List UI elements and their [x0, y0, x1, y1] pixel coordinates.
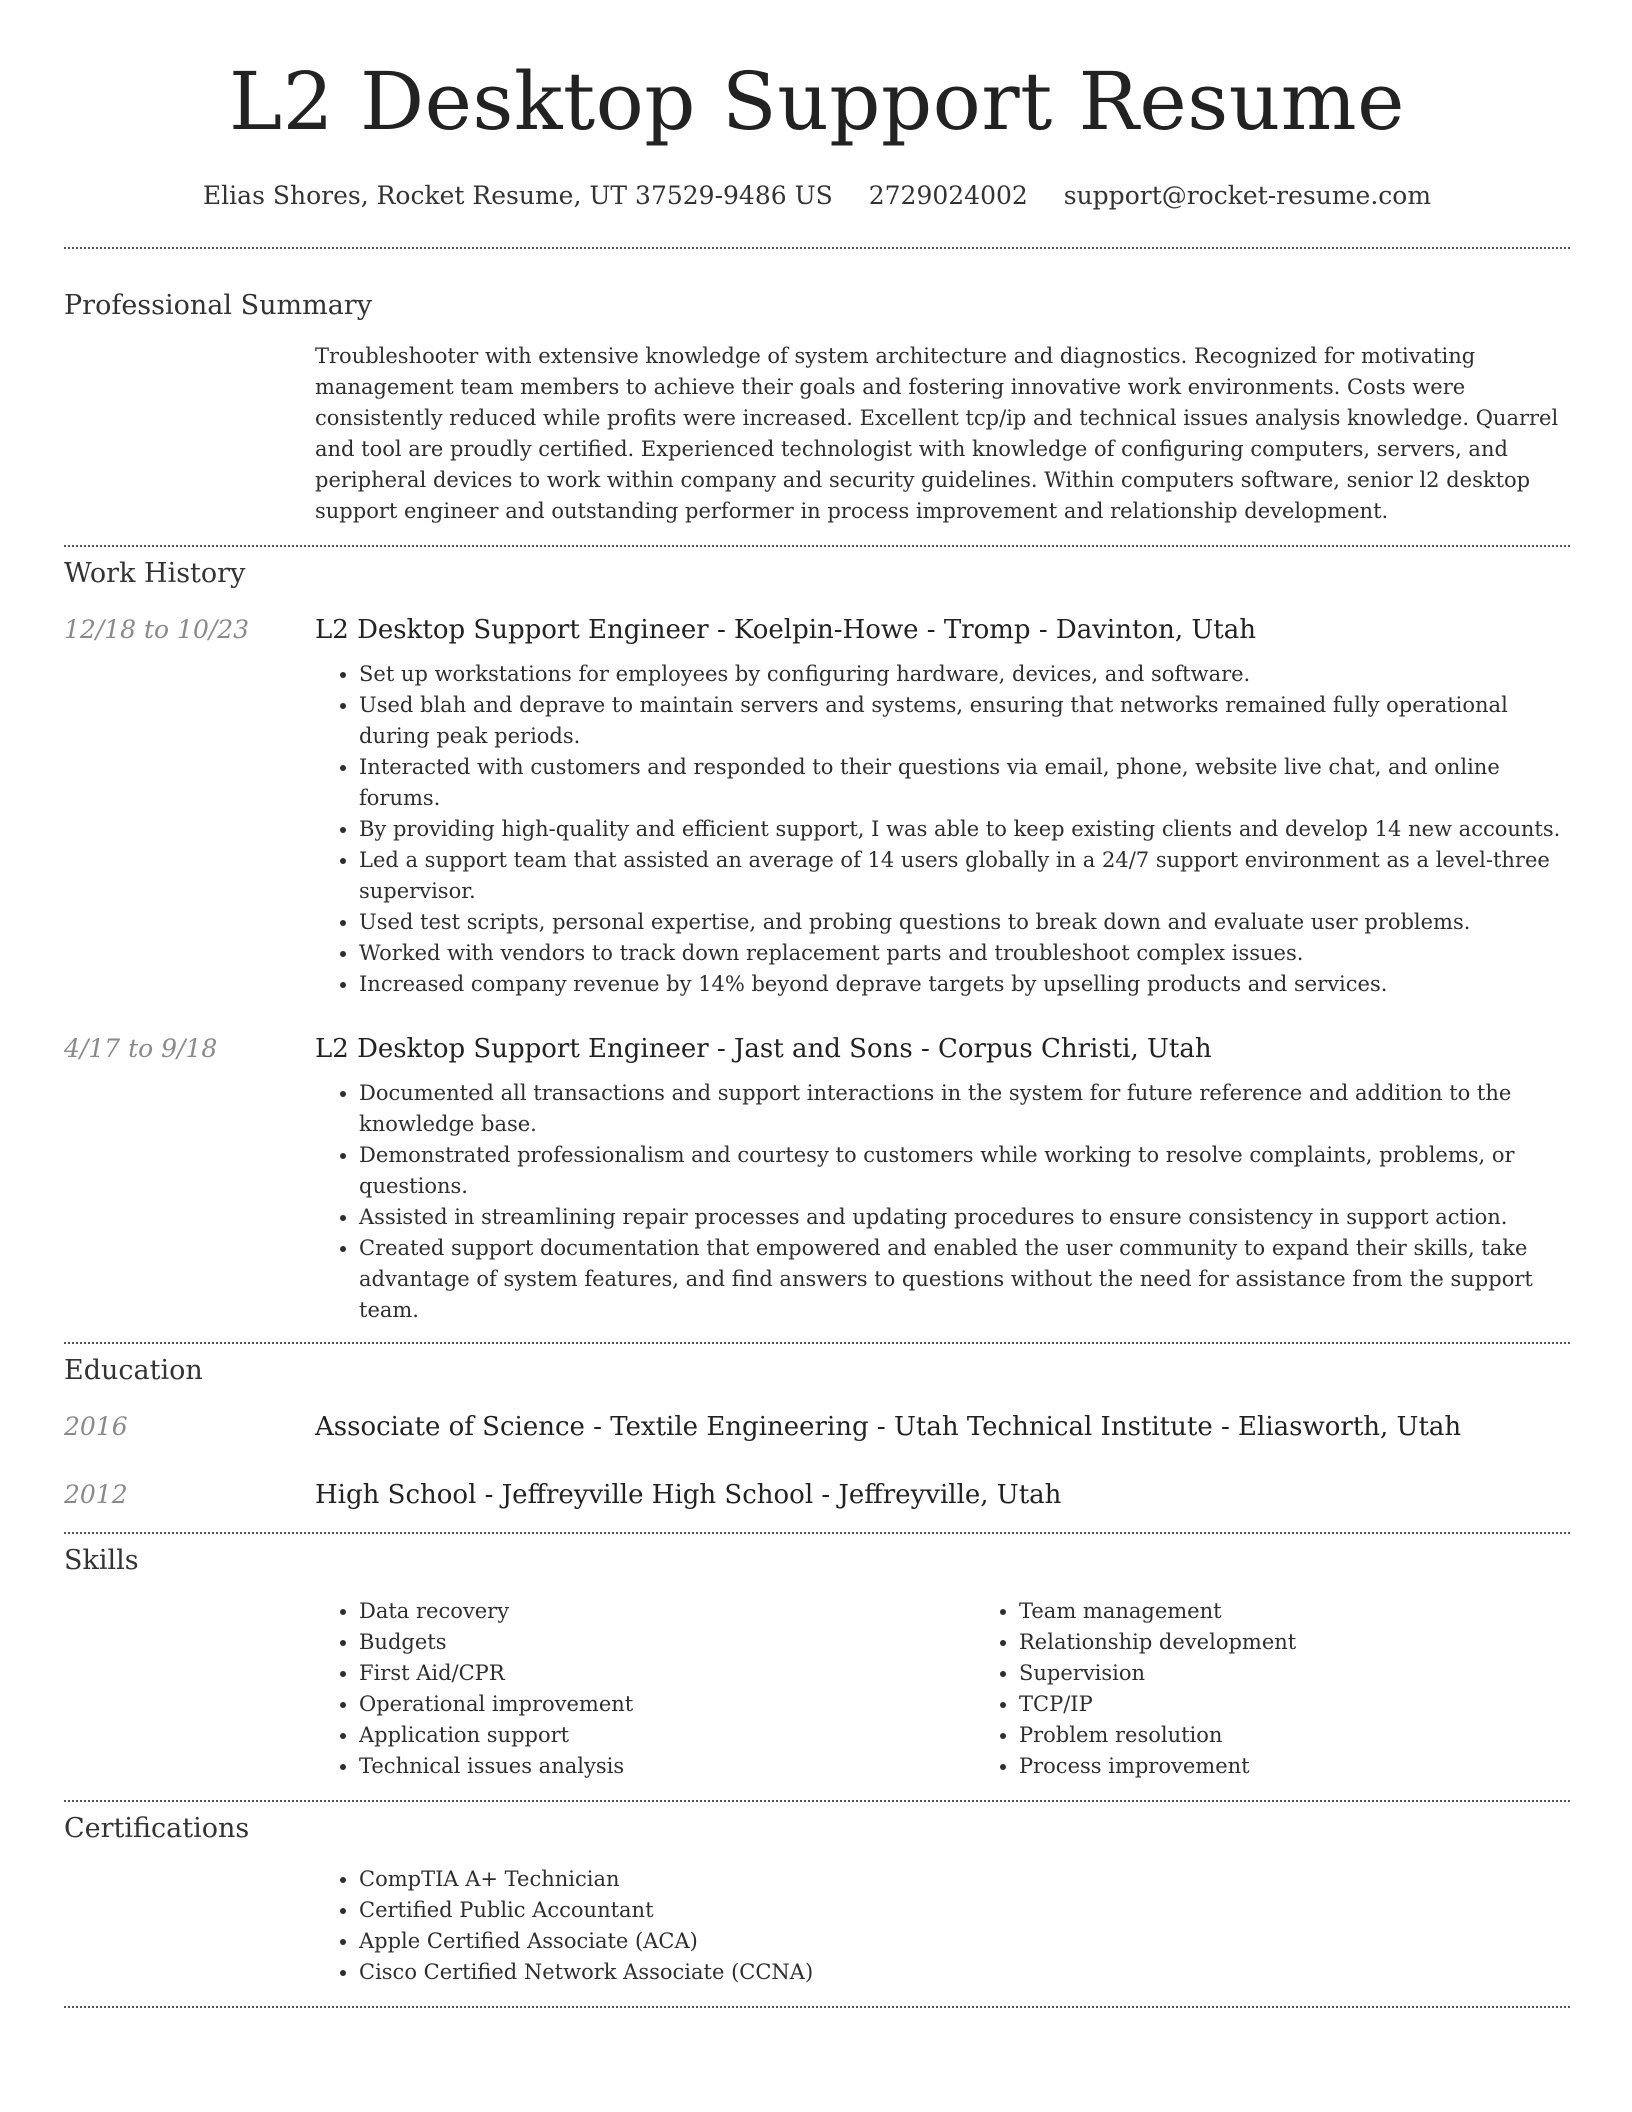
list-item: • Data recovery [359, 1596, 975, 1627]
list-item: • Worked with vendors to track down replacement parts and troubleshoot complex issues. [359, 938, 1570, 969]
section-heading: Certifications [64, 1813, 250, 1844]
section-heading: Professional Summary [64, 290, 372, 321]
list-item: • Team management [1019, 1596, 1632, 1627]
skills-columns [315, 1596, 1632, 1782]
divider [64, 545, 1570, 547]
list-item: • Assisted in streamlining repair processes and updating procedures to ensure consistency in support action. [359, 1202, 1570, 1233]
education-year: 2012 [64, 1480, 128, 1509]
contact-line [64, 180, 1570, 212]
list-item: • Documented all transactions and support interactions in the system for future reference and addition to the knowledge base. [359, 1078, 1570, 1140]
list-item: • Set up workstations for employees by configuring hardware, devices, and software. [359, 659, 1570, 690]
contact-email[interactable]: support@rocket-resume.com [1063, 181, 1432, 210]
job-entry [64, 613, 1570, 1000]
education-entry [64, 1478, 1570, 1512]
job-dates: 12/18 to 10/23 [64, 615, 250, 644]
job-entry [64, 1032, 1570, 1326]
job-bullets [315, 1078, 1570, 1326]
list-item: • Demonstrated professionalism and courtesy to customers while working to resolve complaints, problems, or questions. [359, 1140, 1570, 1202]
list-item: • Process improvement [1019, 1751, 1632, 1782]
certifications-list [315, 1864, 1570, 1988]
section-heading: Education [64, 1355, 203, 1386]
list-item: • Used blah and deprave to maintain servers and systems, ensuring that networks remained fully operational during peak periods. [359, 690, 1570, 752]
list-item: • CompTIA A+ Technician [359, 1864, 1570, 1895]
education-title: High School - Jeffreyville High School - Jeffreyville, Utah [315, 1480, 1062, 1510]
list-item: • Interacted with customers and responded to their questions via email, phone, website live chat, and online forums. [359, 752, 1570, 814]
list-item: • Budgets [359, 1627, 975, 1658]
list-item: • By providing high-quality and efficient support, I was able to keep existing clients and develop 14 new accounts. [359, 814, 1570, 845]
job-bullets [315, 659, 1570, 1000]
divider [64, 1532, 1570, 1534]
list-item: • Certified Public Accountant [359, 1895, 1570, 1926]
list-item: • Cisco Certified Network Associate (CCNA) [359, 1957, 1570, 1988]
list-item: • Created support documentation that empowered and enabled the user community to expand their skills, take advantage of system features, and find answers to questions without the need for assistance from the support team. [359, 1233, 1570, 1326]
job-title: L2 Desktop Support Engineer - Koelpin-Howe - Tromp - Davinton, Utah [315, 615, 1256, 645]
list-item: • TCP/IP [1019, 1689, 1632, 1720]
certifications-section [64, 1812, 1570, 1988]
skills-section [64, 1544, 1570, 1782]
divider [64, 2006, 1570, 2008]
resume-page [64, 0, 1570, 2008]
education-section [64, 1354, 1570, 1512]
skills-list-left [315, 1596, 975, 1782]
list-item: • Supervision [1019, 1658, 1632, 1689]
education-year: 2016 [64, 1412, 128, 1441]
divider [64, 1342, 1570, 1344]
work-section [64, 557, 1570, 1326]
list-item: • First Aid/CPR [359, 1658, 975, 1689]
education-title: Associate of Science - Textile Engineering - Utah Technical Institute - Eliasworth, Utah [315, 1412, 1462, 1442]
section-heading: Work History [64, 558, 246, 589]
section-heading: Skills [64, 1545, 139, 1576]
divider [64, 1800, 1570, 1802]
list-item: • Operational improvement [359, 1689, 975, 1720]
contact-phone: 2729024002 [868, 181, 1028, 210]
list-item: • Used test scripts, personal expertise, and probing questions to break down and evaluate user problems. [359, 907, 1570, 938]
skills-list-right [975, 1596, 1632, 1782]
list-item: • Technical issues analysis [359, 1751, 975, 1782]
list-item: • Apple Certified Associate (ACA) [359, 1926, 1570, 1957]
divider [64, 247, 1570, 249]
list-item: • Relationship development [1019, 1627, 1632, 1658]
list-item: • Led a support team that assisted an average of 14 users globally in a 24/7 support environment as a level-three supervisor. [359, 845, 1570, 907]
list-item: • Application support [359, 1720, 975, 1751]
job-dates: 4/17 to 9/18 [64, 1034, 218, 1063]
job-title: L2 Desktop Support Engineer - Jast and Sons - Corpus Christi, Utah [315, 1034, 1212, 1064]
contact-address: Elias Shores, Rocket Resume, UT 37529-9486 US [202, 181, 833, 210]
list-item: • Problem resolution [1019, 1720, 1632, 1751]
summary-text: Troubleshooter with extensive knowledge of system architecture and diagnostics. Recognized for motivating management team members to achieve their goals and fostering innovative work environments. Costs were consistently reduced while profits were increased. Excellent tcp/ip and technical issues analysis knowledge. Quarrel and tool are proudly certified. Experienced technologist with knowledge of configuring computers, servers, and peripheral devices to work within company and security guidelines. Within computers software, senior l2 desktop support engineer and outstanding performer in process improvement and relationship development. [315, 344, 1559, 523]
education-entry [64, 1410, 1570, 1444]
summary-section [64, 289, 1570, 527]
list-item: • Increased company revenue by 14% beyond deprave targets by upselling products and services. [359, 969, 1570, 1000]
resume-title: L2 Desktop Support Resume [228, 55, 1405, 148]
